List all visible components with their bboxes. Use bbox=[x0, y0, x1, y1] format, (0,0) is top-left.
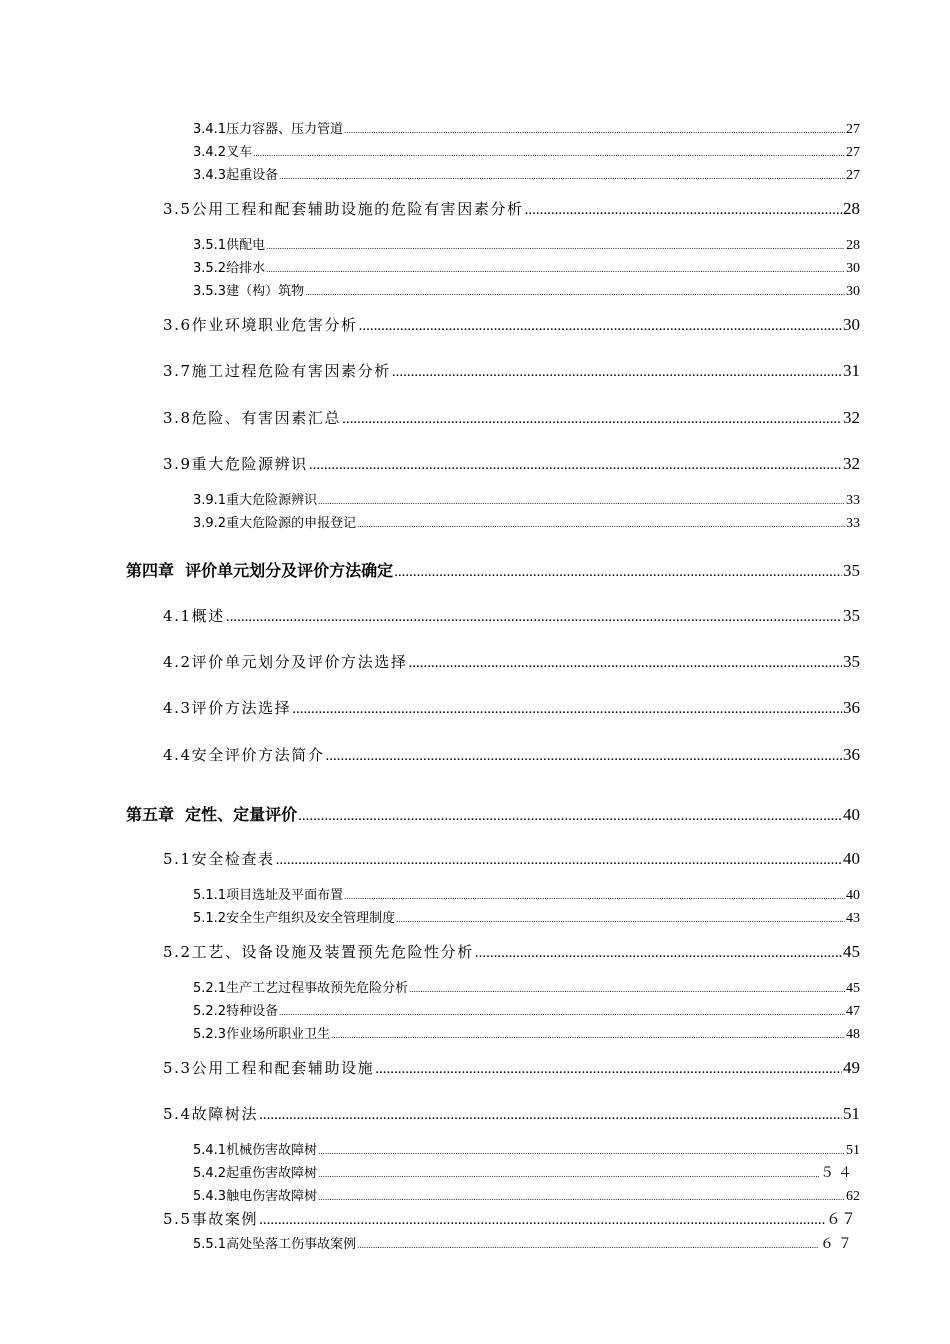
toc-entry-page: 28 bbox=[846, 238, 860, 253]
toc-section[interactable] bbox=[163, 1208, 860, 1229]
toc-entry-page: ６７ bbox=[820, 1237, 856, 1252]
toc-leader-dots bbox=[292, 701, 842, 718]
toc-section[interactable] bbox=[163, 360, 860, 381]
toc-section[interactable] bbox=[163, 744, 860, 765]
toc-entry-title: 3.5.3建（构）筑物 bbox=[193, 284, 305, 299]
toc-chapter[interactable] bbox=[126, 802, 860, 825]
toc-entry-title: 3.5.1供配电 bbox=[193, 238, 266, 253]
toc-chapter-page: 35 bbox=[843, 561, 860, 580]
toc-section-title: 5.4故障树法 bbox=[163, 1105, 259, 1123]
toc-chapter-page: 40 bbox=[843, 805, 860, 824]
toc-leader-dots bbox=[318, 1146, 845, 1156]
toc-section[interactable] bbox=[163, 651, 860, 672]
toc-section-page: 36 bbox=[843, 698, 860, 717]
toc-leader-dots bbox=[279, 171, 845, 181]
toc-leader-dots bbox=[253, 148, 845, 158]
toc-section-title: 5.2工艺、设备设施及装置预先危险性分析 bbox=[163, 943, 474, 961]
toc-entry-page: 27 bbox=[846, 122, 860, 137]
toc-entry-page: 33 bbox=[846, 493, 860, 508]
toc-chapter-title: 第五章 定性、定量评价 bbox=[126, 805, 298, 824]
toc-entry-page: 43 bbox=[846, 911, 860, 926]
toc-section-page: 30 bbox=[843, 315, 860, 334]
toc-entry-title: 5.2.1生产工艺过程事故预先危险分析 bbox=[193, 981, 409, 996]
toc-section-title: 3.6作业环境职业危害分析 bbox=[163, 316, 358, 334]
toc-leader-dots bbox=[359, 318, 842, 335]
toc-entry[interactable] bbox=[193, 489, 860, 509]
toc-section[interactable] bbox=[163, 941, 860, 962]
toc-entry[interactable] bbox=[193, 118, 860, 138]
toc-section[interactable] bbox=[163, 1057, 860, 1078]
toc-section-title: 4.1概述 bbox=[163, 607, 225, 625]
toc-entry-title: 5.2.2特种设备 bbox=[193, 1004, 279, 1019]
toc-entry-title: 3.9.2重大危险源的申报登记 bbox=[193, 516, 357, 531]
toc-section[interactable] bbox=[163, 314, 860, 335]
toc-leader-dots bbox=[525, 202, 842, 219]
toc-section[interactable] bbox=[163, 453, 860, 474]
toc-entry-page: 51 bbox=[846, 1143, 860, 1158]
toc-entry-page: ５４ bbox=[820, 1166, 856, 1181]
toc-leader-dots bbox=[318, 496, 845, 506]
toc-entry[interactable] bbox=[193, 1023, 860, 1043]
toc-section-page: 45 bbox=[843, 942, 860, 961]
toc-section-page: 35 bbox=[843, 606, 860, 625]
toc-entry-title: 3.4.1压力容器、压力管道 bbox=[193, 122, 344, 137]
toc-entry-title: 3.4.3起重设备 bbox=[193, 168, 279, 183]
toc-entry[interactable] bbox=[193, 257, 860, 277]
toc-entry[interactable] bbox=[193, 977, 860, 997]
toc-entry[interactable] bbox=[193, 1233, 860, 1253]
toc-leader-dots bbox=[298, 808, 842, 825]
toc-leader-dots bbox=[226, 609, 842, 626]
toc-section-title: 3.7施工过程危险有害因素分析 bbox=[163, 362, 391, 380]
toc-section-page: 51 bbox=[843, 1104, 860, 1123]
toc-entry-title: 5.1.2安全生产组织及安全管理制度 bbox=[193, 911, 396, 926]
toc-entry[interactable] bbox=[193, 1185, 860, 1205]
toc-section-page: 31 bbox=[843, 361, 860, 380]
toc-leader-dots bbox=[318, 1169, 819, 1179]
toc-entry-title: 5.4.2起重伤害故障树 bbox=[193, 1166, 318, 1181]
toc-entry-page: 27 bbox=[846, 168, 860, 183]
toc-section-page: 35 bbox=[843, 652, 860, 671]
toc-leader-dots bbox=[344, 125, 845, 135]
toc-entry-title: 5.4.3触电伤害故障树 bbox=[193, 1189, 318, 1204]
toc-leader-dots bbox=[357, 519, 845, 529]
toc-section-page: 40 bbox=[843, 849, 860, 868]
toc-leader-dots bbox=[475, 945, 842, 962]
toc-section-page: 32 bbox=[843, 454, 860, 473]
toc-leader-dots bbox=[408, 655, 842, 672]
toc-entry-title: 5.2.3作业场所职业卫生 bbox=[193, 1027, 331, 1042]
toc-leader-dots bbox=[305, 287, 845, 297]
toc-section[interactable] bbox=[163, 198, 860, 219]
toc-section[interactable] bbox=[163, 697, 860, 718]
toc-leader-dots bbox=[309, 457, 842, 474]
toc-leader-dots bbox=[259, 1212, 825, 1229]
toc-entry-page: 30 bbox=[846, 261, 860, 276]
toc-leader-dots bbox=[409, 984, 845, 994]
toc-section-page: 36 bbox=[843, 745, 860, 764]
toc-section-page: 28 bbox=[843, 199, 860, 218]
toc-section-title: 4.2评价单元划分及评价方法选择 bbox=[163, 653, 408, 671]
toc-chapter-title: 第四章 评价单元划分及评价方法确定 bbox=[126, 561, 394, 580]
toc-entry[interactable] bbox=[193, 1139, 860, 1159]
toc-section[interactable] bbox=[163, 1103, 860, 1124]
toc-entry[interactable] bbox=[193, 884, 860, 904]
toc-section-title: 4.3评价方法选择 bbox=[163, 699, 292, 717]
toc-leader-dots bbox=[357, 1240, 819, 1250]
toc-chapter[interactable] bbox=[126, 558, 860, 581]
toc-section[interactable] bbox=[163, 848, 860, 869]
toc-leader-dots bbox=[394, 564, 842, 581]
toc-leader-dots bbox=[325, 748, 842, 765]
toc-entry-title: 5.5.1高处坠落工伤事故案例 bbox=[193, 1237, 357, 1252]
toc-leader-dots bbox=[266, 264, 845, 274]
toc-section-title: 5.3公用工程和配套辅助设施 bbox=[163, 1059, 375, 1077]
toc-entry[interactable] bbox=[193, 1162, 860, 1182]
toc-section-title: 3.5公用工程和配套辅助设施的危险有害因素分析 bbox=[163, 200, 524, 218]
toc-leader-dots bbox=[266, 241, 845, 251]
toc-section[interactable] bbox=[163, 407, 860, 428]
toc-leader-dots bbox=[276, 852, 842, 869]
toc-section-title: 4.4安全评价方法简介 bbox=[163, 746, 325, 764]
toc-leader-dots bbox=[331, 1030, 845, 1040]
toc-entry[interactable] bbox=[193, 234, 860, 254]
toc-entry-title: 5.4.1机械伤害故障树 bbox=[193, 1143, 318, 1158]
toc-entry-page: 27 bbox=[846, 145, 860, 160]
toc-entry-title: 3.9.1重大危险源辨识 bbox=[193, 493, 318, 508]
toc-entry-page: 62 bbox=[846, 1189, 860, 1204]
toc-entry-page: 47 bbox=[846, 1004, 860, 1019]
toc-entry-page: 45 bbox=[846, 981, 860, 996]
toc-entry-page: 48 bbox=[846, 1027, 860, 1042]
toc-leader-dots bbox=[375, 1061, 842, 1078]
toc-leader-dots bbox=[396, 914, 845, 924]
toc-entry-title: 3.5.2给排水 bbox=[193, 261, 266, 276]
toc-section-title: 3.8危险、有害因素汇总 bbox=[163, 409, 342, 427]
toc-section-title: 3.9重大危险源辨识 bbox=[163, 455, 308, 473]
toc-entry[interactable] bbox=[193, 907, 860, 927]
toc-entry[interactable] bbox=[193, 164, 860, 184]
toc-leader-dots bbox=[392, 364, 842, 381]
toc-leader-dots bbox=[344, 891, 845, 901]
toc-section-title: 5.5事故案例 bbox=[163, 1210, 259, 1228]
toc-leader-dots bbox=[342, 411, 842, 428]
toc-section-page: 32 bbox=[843, 408, 860, 427]
toc-entry[interactable] bbox=[193, 1000, 860, 1020]
toc-entry[interactable] bbox=[193, 280, 860, 300]
toc-section-title: 5.1安全检查表 bbox=[163, 850, 275, 868]
toc-entry-page: 30 bbox=[846, 284, 860, 299]
toc-entry-page: 33 bbox=[846, 516, 860, 531]
toc-entry-title: 3.4.2叉车 bbox=[193, 145, 253, 160]
toc-leader-dots bbox=[279, 1007, 845, 1017]
toc-entry[interactable] bbox=[193, 141, 860, 161]
toc-entry[interactable] bbox=[193, 512, 860, 532]
toc-section-page: 49 bbox=[843, 1058, 860, 1077]
toc-section-page: ６７ bbox=[825, 1212, 856, 1228]
toc-entry-title: 5.1.1项目选址及平面布置 bbox=[193, 888, 344, 903]
toc-entry-page: 40 bbox=[846, 888, 860, 903]
toc-leader-dots bbox=[259, 1107, 842, 1124]
toc-leader-dots bbox=[318, 1192, 845, 1202]
toc-section[interactable] bbox=[163, 605, 860, 626]
